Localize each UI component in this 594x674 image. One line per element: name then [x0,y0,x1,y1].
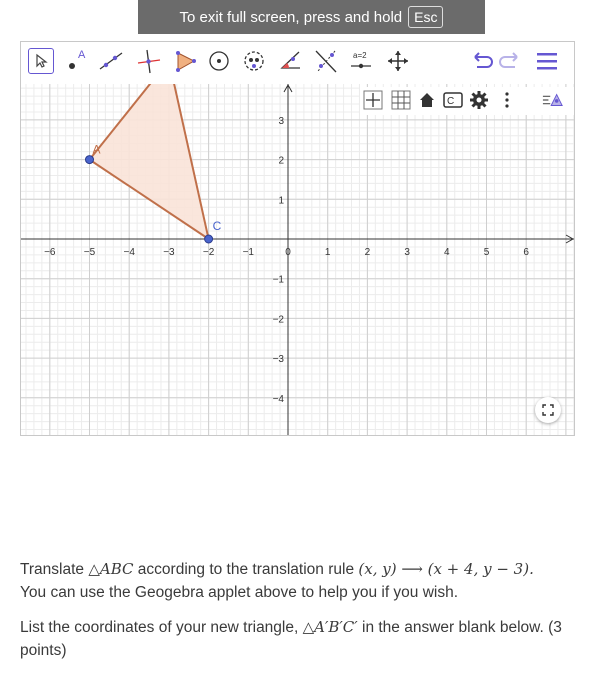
fullscreen-corners-icon [542,404,554,416]
polygon-tool-button[interactable] [172,48,198,74]
point-tool-label: A [78,49,86,61]
x-tick-label: −4 [123,247,135,258]
reflect-icon [313,48,339,74]
x-tick-label: 1 [324,247,331,258]
triangle-abc-math: △ABC [88,560,134,578]
x-tick-label: −5 [83,247,96,258]
question-paragraph-2 [20,616,585,662]
question-paragraph-1 [20,558,585,604]
move-arrows-icon [385,48,411,74]
minor-grid [21,84,574,435]
question-text [20,558,585,674]
point-c-label: C [212,219,222,233]
circle-tool-button[interactable] [206,48,232,74]
point-icon [64,48,90,74]
reflect-tool-button[interactable] [313,48,339,74]
x-tick-label: 0 [285,247,291,258]
more-options-button[interactable] [496,89,518,111]
perpendicular-line-icon [136,48,162,74]
gear-icon [469,90,489,110]
redo-button[interactable] [497,48,523,74]
point-a[interactable] [86,156,94,164]
move-graphics-tool-button[interactable] [385,48,411,74]
y-tick-label: −2 [272,314,284,326]
background-color-button[interactable] [442,89,464,111]
perpendicular-line-tool-button[interactable] [136,48,162,74]
redo-icon [497,48,523,74]
main-menu-button[interactable] [534,48,560,74]
axes-icon [363,90,383,110]
ellipse-tool-button[interactable] [241,48,267,74]
vertical-dots-icon [497,90,517,110]
y-tick-label: 1 [278,195,284,207]
point-tool-button[interactable] [64,48,90,74]
undo-icon [469,48,495,74]
y-tick-label: −3 [272,354,284,366]
standard-view-button[interactable] [416,89,438,111]
toolbar [21,42,574,84]
question-text-fragment: You can use the Geogebra applet above to help you if you wish. [20,584,459,601]
x-tick-label: 4 [444,247,450,258]
triangle-abc[interactable] [90,84,209,239]
question-text-fragment: according to the translation rule [133,561,359,578]
fullscreen-exit-banner [138,0,485,34]
show-axes-button[interactable] [362,89,384,111]
x-tick-label: −1 [242,247,255,258]
question-text-fragment: List the coordinates of your new triangle, [20,619,303,636]
point-c[interactable] [205,235,213,243]
slider-tool-button[interactable] [348,48,374,74]
y-tick-label: 2 [278,155,284,167]
svg-text:C: C [447,96,455,107]
x-tick-label: −6 [44,247,56,258]
x-tick-label: 2 [364,247,371,258]
line-tool-button[interactable] [98,48,124,74]
question-text-fragment: Translate [20,561,89,578]
fullscreen-button[interactable] [535,397,561,423]
x-tick-label: −3 [163,247,175,258]
triangle-a-prime-math: △A′B′C′ [302,618,358,636]
point-a-label: A [92,142,101,157]
graphics-settings-button[interactable] [468,89,490,111]
x-tick-label: 3 [404,247,410,258]
line-icon [98,48,124,74]
home-icon [417,90,437,110]
x-tick-label: 5 [483,247,490,258]
y-tick-label: 3 [278,115,284,127]
translation-rule-math: (x, y) ⟶ (x + 4, y − 3). [358,560,534,578]
x-axis-tick-labels [44,247,529,258]
graphics-style-bar [360,87,575,115]
y-tick-label: −4 [272,393,284,405]
x-tick-label: −2 [202,247,215,258]
algebra-view-icon [542,90,564,110]
show-grid-button[interactable] [390,89,412,111]
grid-icon [391,90,411,110]
polygon-icon [172,48,198,74]
geogebra-applet[interactable] [20,41,575,436]
question-text-fragment: in the answer blank below. (3 points) [20,619,562,659]
move-tool-button[interactable] [28,48,54,74]
ellipse-icon [241,48,267,74]
undo-button[interactable] [469,48,495,74]
angle-icon [277,48,303,74]
graphics-view[interactable] [21,84,574,435]
angle-tool-button[interactable] [277,48,303,74]
cursor-arrow-icon [33,53,49,69]
toggle-algebra-view-button[interactable] [542,89,564,111]
banner-text: To exit full screen, press and hold [179,8,403,26]
slider-tool-label: a=2 [353,51,367,60]
y-tick-label: −1 [272,274,284,286]
x-tick-label: 6 [523,247,529,258]
color-icon [443,90,463,110]
hamburger-menu-icon [534,48,560,74]
circle-icon [206,48,232,74]
esc-key-badge: Esc [408,6,443,28]
